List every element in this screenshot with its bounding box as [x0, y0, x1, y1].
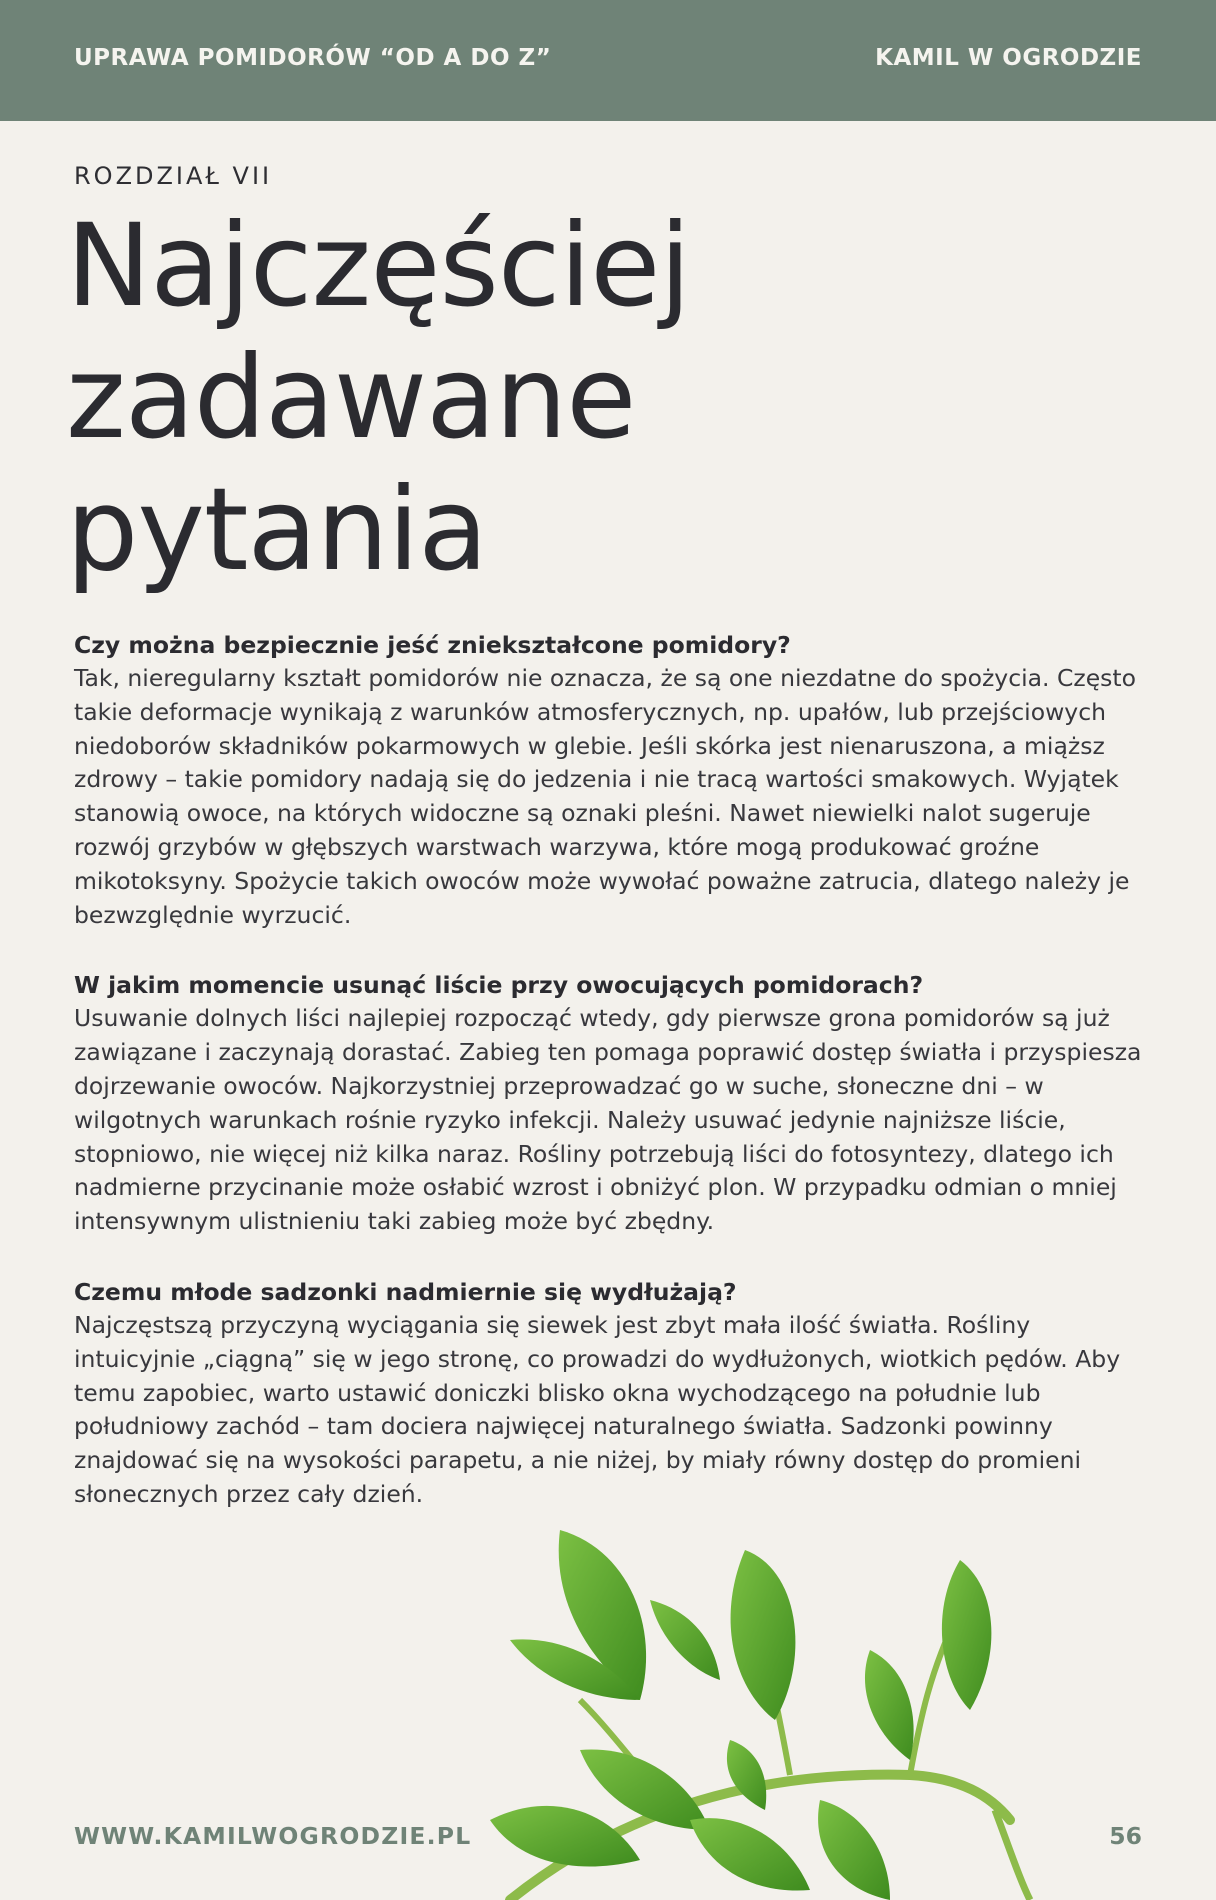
faq-item	[74, 1275, 1154, 1512]
header-book-title: UPRAWA POMIDORÓW “OD A DO Z”	[74, 45, 552, 71]
header-bar	[0, 0, 1216, 121]
faq-item	[74, 628, 1154, 932]
page-number: 56	[1109, 1822, 1142, 1850]
faq-answer: Usuwanie dolnych liści najlepiej rozpocząć wtedy, gdy pierwsze grona pomidorów są już zawiązane i zaczynają dorastać. Zabieg ten pomaga poprawić dostęp światła i przyspiesza dojrzewanie owoców. Najkorzystniej przeprowadzać go w suche, słoneczne dni – w wilgotnych warunkach rośnie ryzyko infekcji. Należy usuwać jedynie najniższe liście, stopniowo, nie więcej niż kilka naraz. Rośliny potrzebują liści do fotosyntezy, dlatego ich nadmierne przycinanie może osłabić wzrost i obniżyć plon. W przypadku odmian o mniej intensywnym ulistnieniu taki zabieg może być zbędny.	[74, 1004, 1142, 1236]
faq-item	[74, 968, 1154, 1239]
page-title	[66, 200, 966, 596]
tomato-leaves-icon	[490, 1520, 1050, 1900]
faq-question: W jakim momencie usunąć liście przy owocujących pomidorach?	[74, 971, 924, 1000]
faq-answer: Tak, nieregularny kształt pomidorów nie oznacza, że są one niezdatne do spożycia. Często takie deformacje wynikają z warunków atmosferycznych, np. upałów, lub przejściowych niedoborów składników pokarmowych w glebie. Jeśli skórka jest nienaruszona, a miąższ zdrowy – takie pomidory nadają się do jedzenia i nie tracą wartości smakowych. Wyjątek stanowią owoce, na których widoczne są oznaki pleśni. Nawet niewielki nalot sugeruje rozwój grzybów w głębszych warstwach warzywa, które mogą produkować groźne mikotoksyny. Spożycie takich owoców może wywołać poważne zatrucia, dlatego należy je bezwzględnie wyrzucić.	[74, 664, 1137, 929]
title-line-2: zadawane	[66, 331, 636, 464]
chapter-label: ROZDZIAŁ VII	[74, 162, 273, 190]
title-line-3: pytania	[66, 463, 488, 596]
header-author: KAMIL W OGRODZIE	[875, 45, 1142, 71]
faq-section	[74, 628, 1154, 1548]
faq-answer: Najczęstszą przyczyną wyciągania się siewek jest zbyt mała ilość światła. Rośliny intuicyjnie „ciągną” się w jego stronę, co prowadzi do wydłużonych, wiotkich pędów. Aby temu zapobiec, warto ustawić doniczki blisko okna wychodzącego na południe lub południowy zachód – tam dociera najwięcej naturalnego światła. Sadzonki powinny znajdować się na wysokości parapetu, a nie niżej, by miały równy dostęp do promieni słonecznych przez cały dzień.	[74, 1310, 1121, 1508]
faq-question: Czy można bezpiecznie jeść zniekształcone pomidory?	[74, 631, 791, 659]
title-line-1: Najczęściej	[66, 199, 691, 332]
footer-website-link[interactable]: WWW.KAMILWOGRODZIE.PL	[74, 1822, 472, 1850]
faq-question: Czemu młode sadzonki nadmiernie się wydłużają?	[74, 1277, 737, 1306]
